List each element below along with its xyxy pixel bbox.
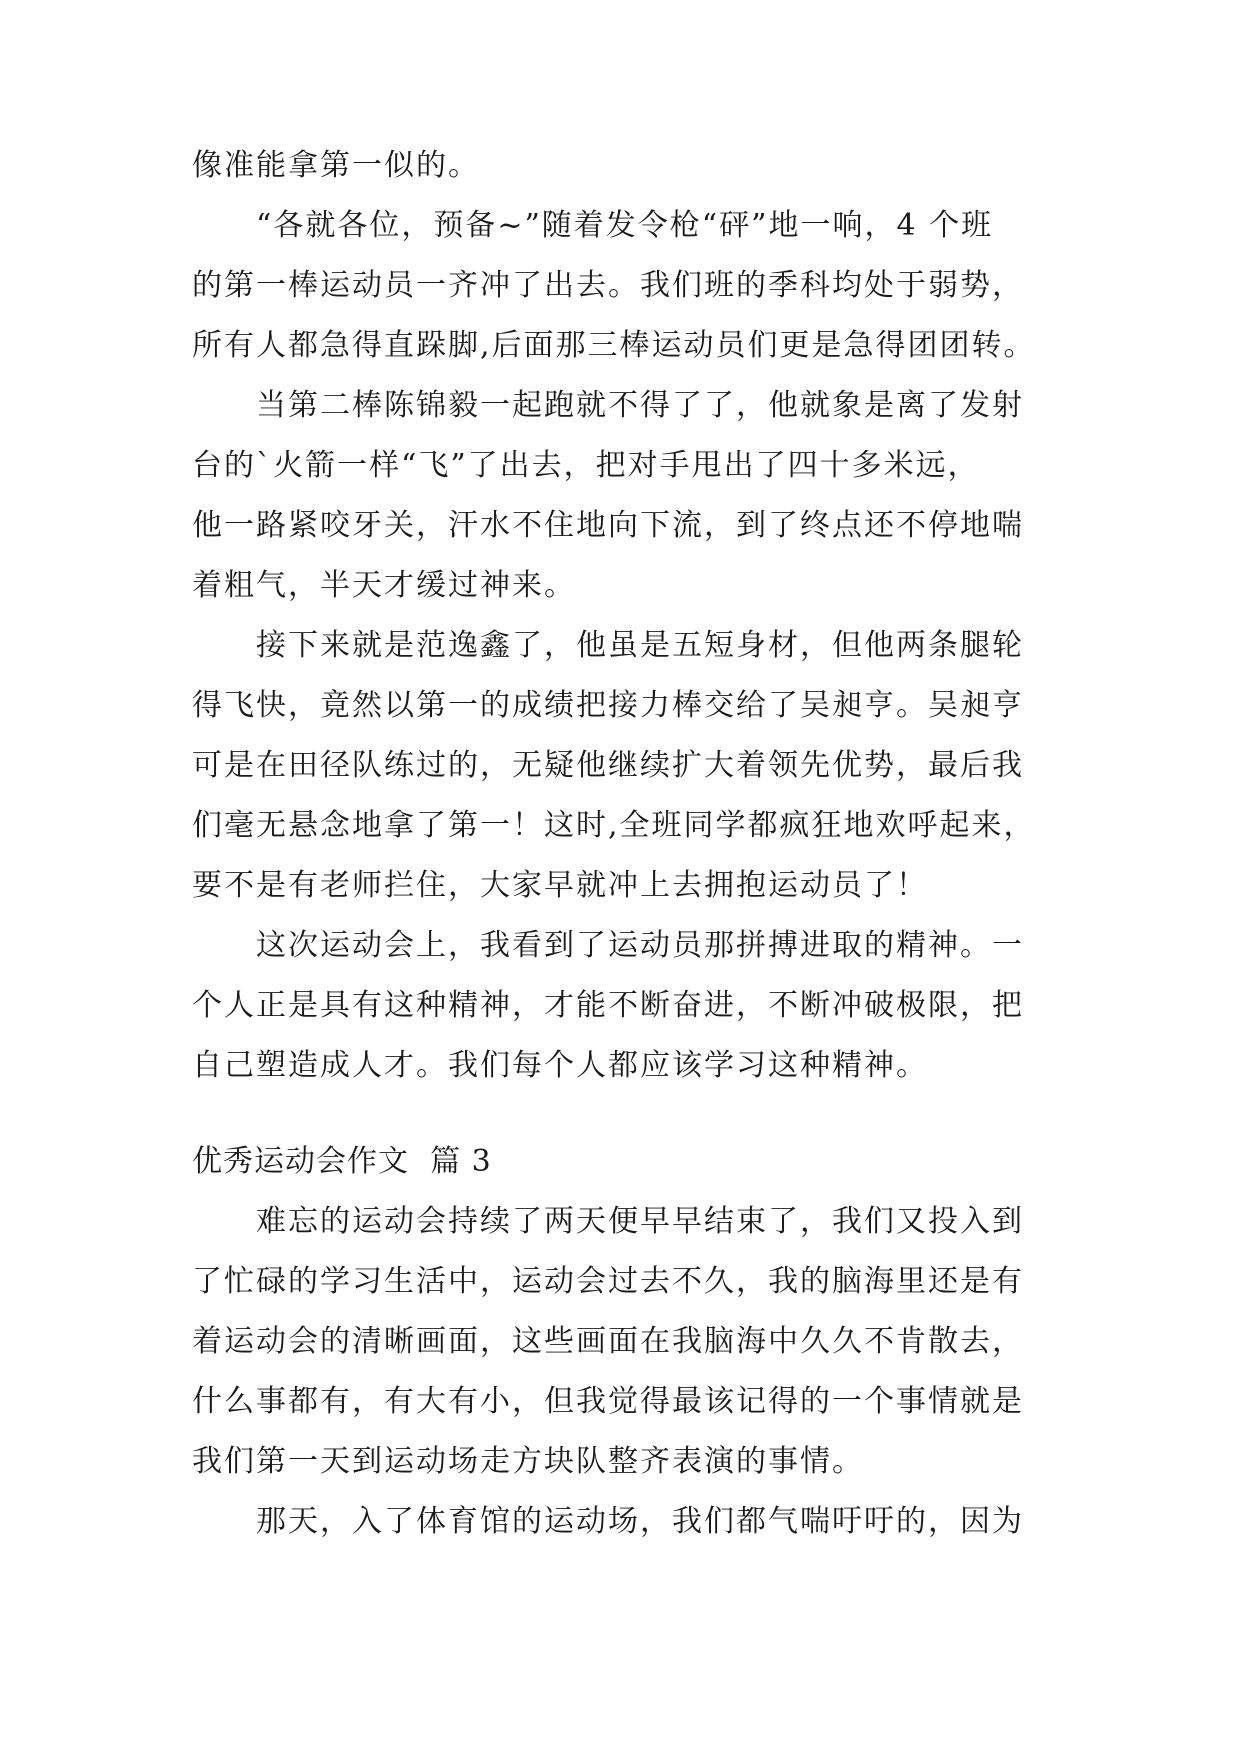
text-line: “各就各位，预备~”随着发令枪“砰”地一响，4 个班 [256, 208, 994, 243]
text-line: 的第一棒运动员一齐冲了出去。我们班的季科均处于弱势， [192, 268, 1024, 303]
text-line: 接下来就是范逸鑫了，他虽是五短身材，但他两条腿轮 [256, 628, 1024, 663]
section-heading: 优秀运动会作文 篇 3 [192, 1144, 492, 1179]
text-line: 们毫无悬念地拿了第一！这时,全班同学都疯狂地欢呼起来， [192, 808, 1036, 843]
text-section-part1 [192, 196, 1062, 1096]
text-line: 了忙碌的学习生活中，运动会过去不久，我的脑海里还是有 [192, 1264, 1024, 1299]
text-line: 着粗气，半天才缓过神来。 [192, 568, 576, 603]
text-line: 像准能拿第一似的。 [192, 148, 480, 183]
text-line: 可是在田径队练过的，无疑他继续扩大着领先优势，最后我 [192, 748, 1024, 783]
text-line: 自己塑造成人才。我们每个人都应该学习这种精神。 [192, 1048, 928, 1083]
text-line: 个人正是具有这种精神，才能不断奋进，不断冲破极限，把 [192, 988, 1024, 1023]
text-line: 什么事都有，有大有小，但我觉得最该记得的一个事情就是 [192, 1384, 1024, 1419]
text-continuation [192, 136, 1062, 196]
text-line: 得飞快，竟然以第一的成绩把接力棒交给了吴昶亨。吴昶亨 [192, 688, 1024, 723]
text-line: 台的`火箭一样“飞”了出去，把对手甩出了四十多米远， [192, 448, 980, 483]
text-line: 我们第一天到运动场走方块队整齐表演的事情。 [192, 1444, 864, 1479]
text-line: 这次运动会上，我看到了运动员那拼搏进取的精神。一 [256, 928, 1024, 963]
text-section-part2 [192, 1192, 1062, 1552]
text-line: 着运动会的清晰画面，这些画面在我脑海中久久不肯散去， [192, 1324, 1024, 1359]
text-line: 所有人都急得直跺脚,后面那三棒运动员们更是急得团团转。 [192, 328, 1036, 363]
text-line: 当第二棒陈锦毅一起跑就不得了了，他就象是离了发射 [256, 388, 1024, 423]
text-line: 他一路紧咬牙关，汗水不住地向下流，到了终点还不停地喘 [192, 508, 1024, 543]
text-line: 难忘的运动会持续了两天便早早结束了，我们又投入到 [256, 1204, 1024, 1239]
text-line: 要不是有老师拦住，大家早就冲上去拥抱运动员了！ [192, 868, 928, 903]
text-line: 那天，入了体育馆的运动场，我们都气喘吁吁的，因为 [256, 1504, 1024, 1539]
